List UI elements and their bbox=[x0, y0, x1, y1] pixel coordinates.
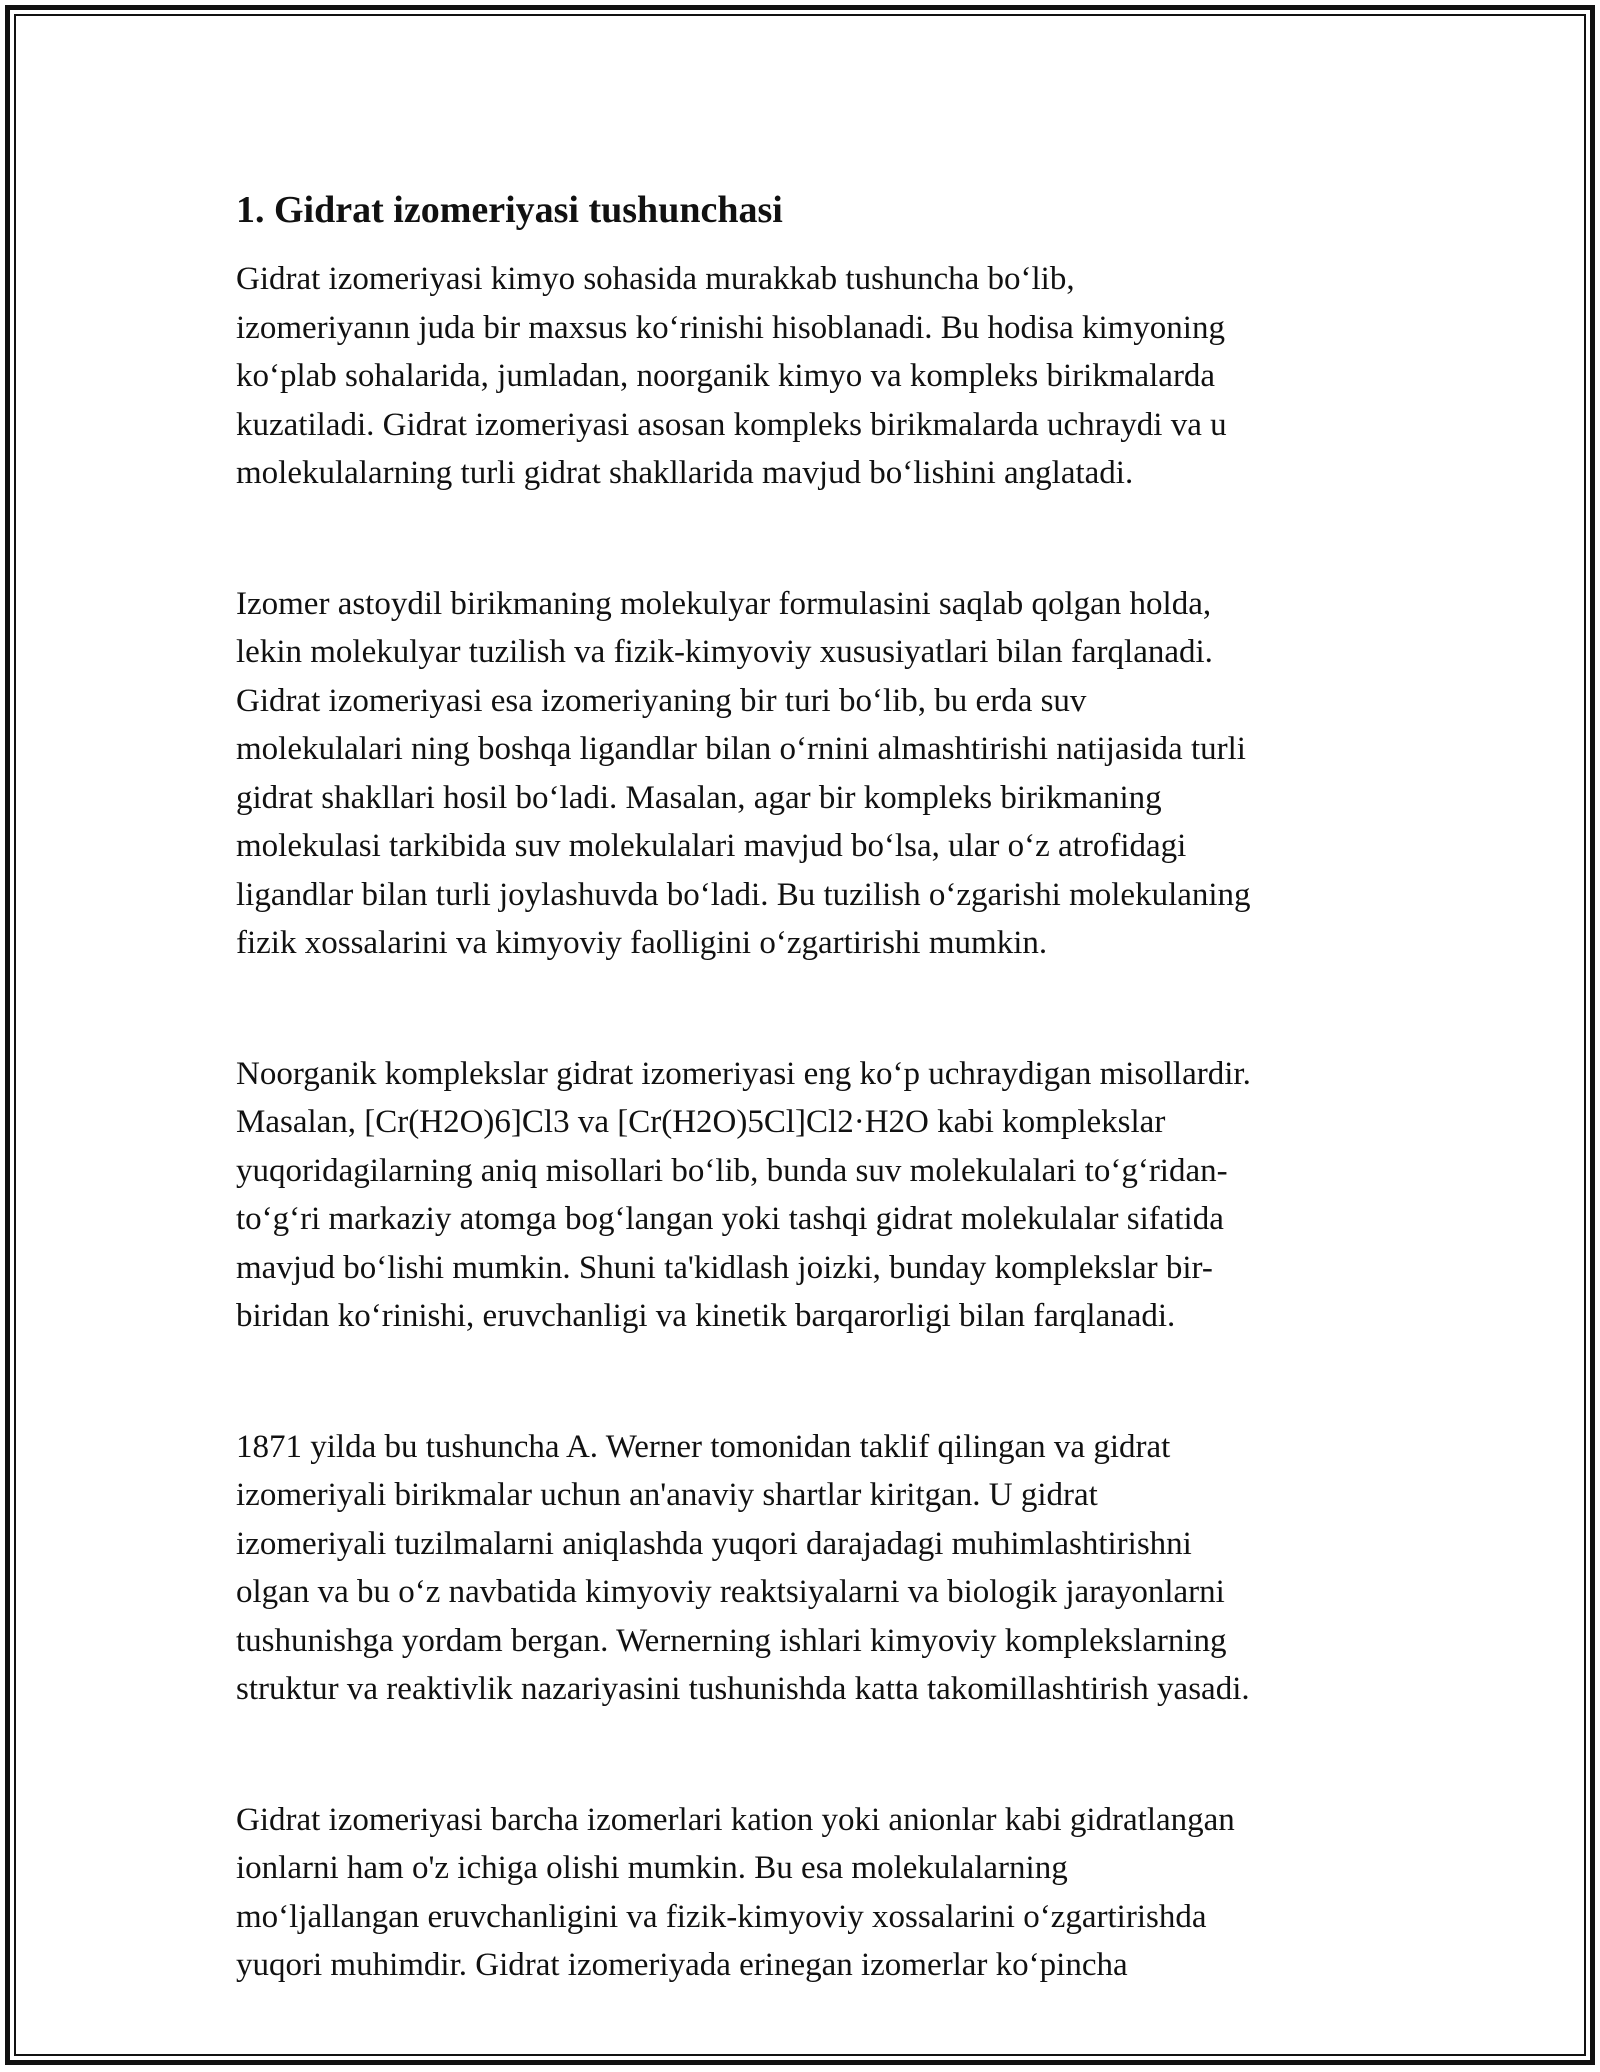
text-line: molekulalari ning boshqa ligandlar bilan o‘rnini almashtirishi natijasida turli bbox=[236, 731, 1246, 767]
paragraph-2 bbox=[236, 580, 1376, 968]
text-line: Gidrat izomeriyasi esa izomeriyaning bir turi bo‘lib, bu erda suv bbox=[236, 682, 1087, 719]
text-line: molekulalarning turli gidrat shakllarida mavjud bo‘lishini anglatadi. bbox=[236, 455, 1134, 491]
text-line: Noorganik komplekslar gidrat izomeriyasi eng ko‘p uchraydigan misollardir. bbox=[236, 1055, 1251, 1092]
text-line: 1871 yilda bu tushuncha A. Werner tomonidan taklif qilingan va gidrat bbox=[236, 1428, 1171, 1465]
text-line: izomeriyanın juda bir maxsus ko‘rinishi hisoblanadi. Bu hodisa kimyoning bbox=[236, 309, 1225, 346]
text-line: kuzatiladi. Gidrat izomeriyasi asosan kompleks birikmalarda uchraydi va u bbox=[236, 406, 1227, 443]
paragraph-1 bbox=[236, 255, 1376, 498]
text-line: tushunishga yordam bergan. Wernerning ishlari kimyoviy komplekslarning bbox=[236, 1622, 1227, 1659]
text-line: biridan ko‘rinishi, eruvchanligi va kinetik barqarorligi bilan farqlanadi. bbox=[236, 1298, 1176, 1334]
text-line: olgan va bu o‘z navbatida kimyoviy reaktsiyalarni va biologik jarayonlarni bbox=[236, 1574, 1225, 1610]
text-line: Izomer astoydil birikmaning molekulyar formulasini saqlab qolgan holda, bbox=[236, 585, 1212, 622]
paragraph-4 bbox=[236, 1423, 1376, 1714]
text-line: ligandlar bilan turli joylashuvda bo‘ladi. Bu tuzilish o‘zgarishi molekulaning bbox=[236, 876, 1251, 913]
text-line: Gidrat izomeriyasi kimyo sohasida murakkab tushuncha bo‘lib, bbox=[236, 261, 1075, 297]
document-body bbox=[236, 185, 1376, 2072]
text-line: izomeriyali tuzilmalarni aniqlashda yuqori darajadagi muhimlashtirishni bbox=[236, 1525, 1192, 1562]
text-line: mavjud bo‘lishi mumkin. Shuni ta'kidlash joizki, bunday komplekslar bir- bbox=[236, 1249, 1213, 1286]
text-line: to‘g‘ri markaziy atomga bog‘langan yoki tashqi gidrat molekulalar sifatida bbox=[236, 1201, 1224, 1237]
text-line: lekin molekulyar tuzilish va fizik-kimyoviy xususiyatlari bilan farqlanadi. bbox=[236, 634, 1213, 670]
text-line: molekulasi tarkibida suv molekulalari mavjud bo‘lsa, ular o‘z atrofidagi bbox=[236, 828, 1187, 864]
text-line: mo‘ljallangan eruvchanligini va fizik-kimyoviy xossalarini o‘zgartirishda bbox=[236, 1898, 1207, 1935]
section-heading: 1. Gidrat izomeriyasi tushunchasi bbox=[236, 189, 783, 231]
text-line: Masalan, [Cr(H2O)6]Cl3 va [Cr(H2O)5Cl]Cl2·H2O kabi komplekslar bbox=[236, 1104, 1166, 1140]
paragraph-5 bbox=[236, 1796, 1376, 1990]
text-line: ko‘plab sohalarida, jumladan, noorganik kimyo va kompleks birikmalarda bbox=[236, 358, 1216, 394]
text-line: struktur va reaktivlik nazariyasini tushunishda katta takomillashtirish yasadi. bbox=[236, 1671, 1250, 1707]
text-line: gidrat shakllari hosil bo‘ladi. Masalan, agar bir kompleks birikmaning bbox=[236, 779, 1162, 816]
paragraph-3 bbox=[236, 1050, 1376, 1341]
text-line: yuqoridagilarning aniq misollari bo‘lib, bunda suv molekulalari to‘g‘ridan- bbox=[236, 1152, 1228, 1189]
text-line: ionlarni ham o'z ichiga olishi mumkin. Bu esa molekulalarning bbox=[236, 1850, 1068, 1886]
text-line: izomeriyali birikmalar uchun an'anaviy shartlar kiritgan. U gidrat bbox=[236, 1477, 1098, 1513]
text-line: Gidrat izomeriyasi barcha izomerlari kation yoki anionlar kabi gidratlangan bbox=[236, 1801, 1235, 1838]
text-line: yuqori muhimdir. Gidrat izomeriyada erinegan izomerlar ko‘pincha bbox=[236, 1947, 1128, 1983]
text-line: fizik xossalarini va kimyoviy faolligini o‘zgartirishi mumkin. bbox=[236, 925, 1048, 961]
